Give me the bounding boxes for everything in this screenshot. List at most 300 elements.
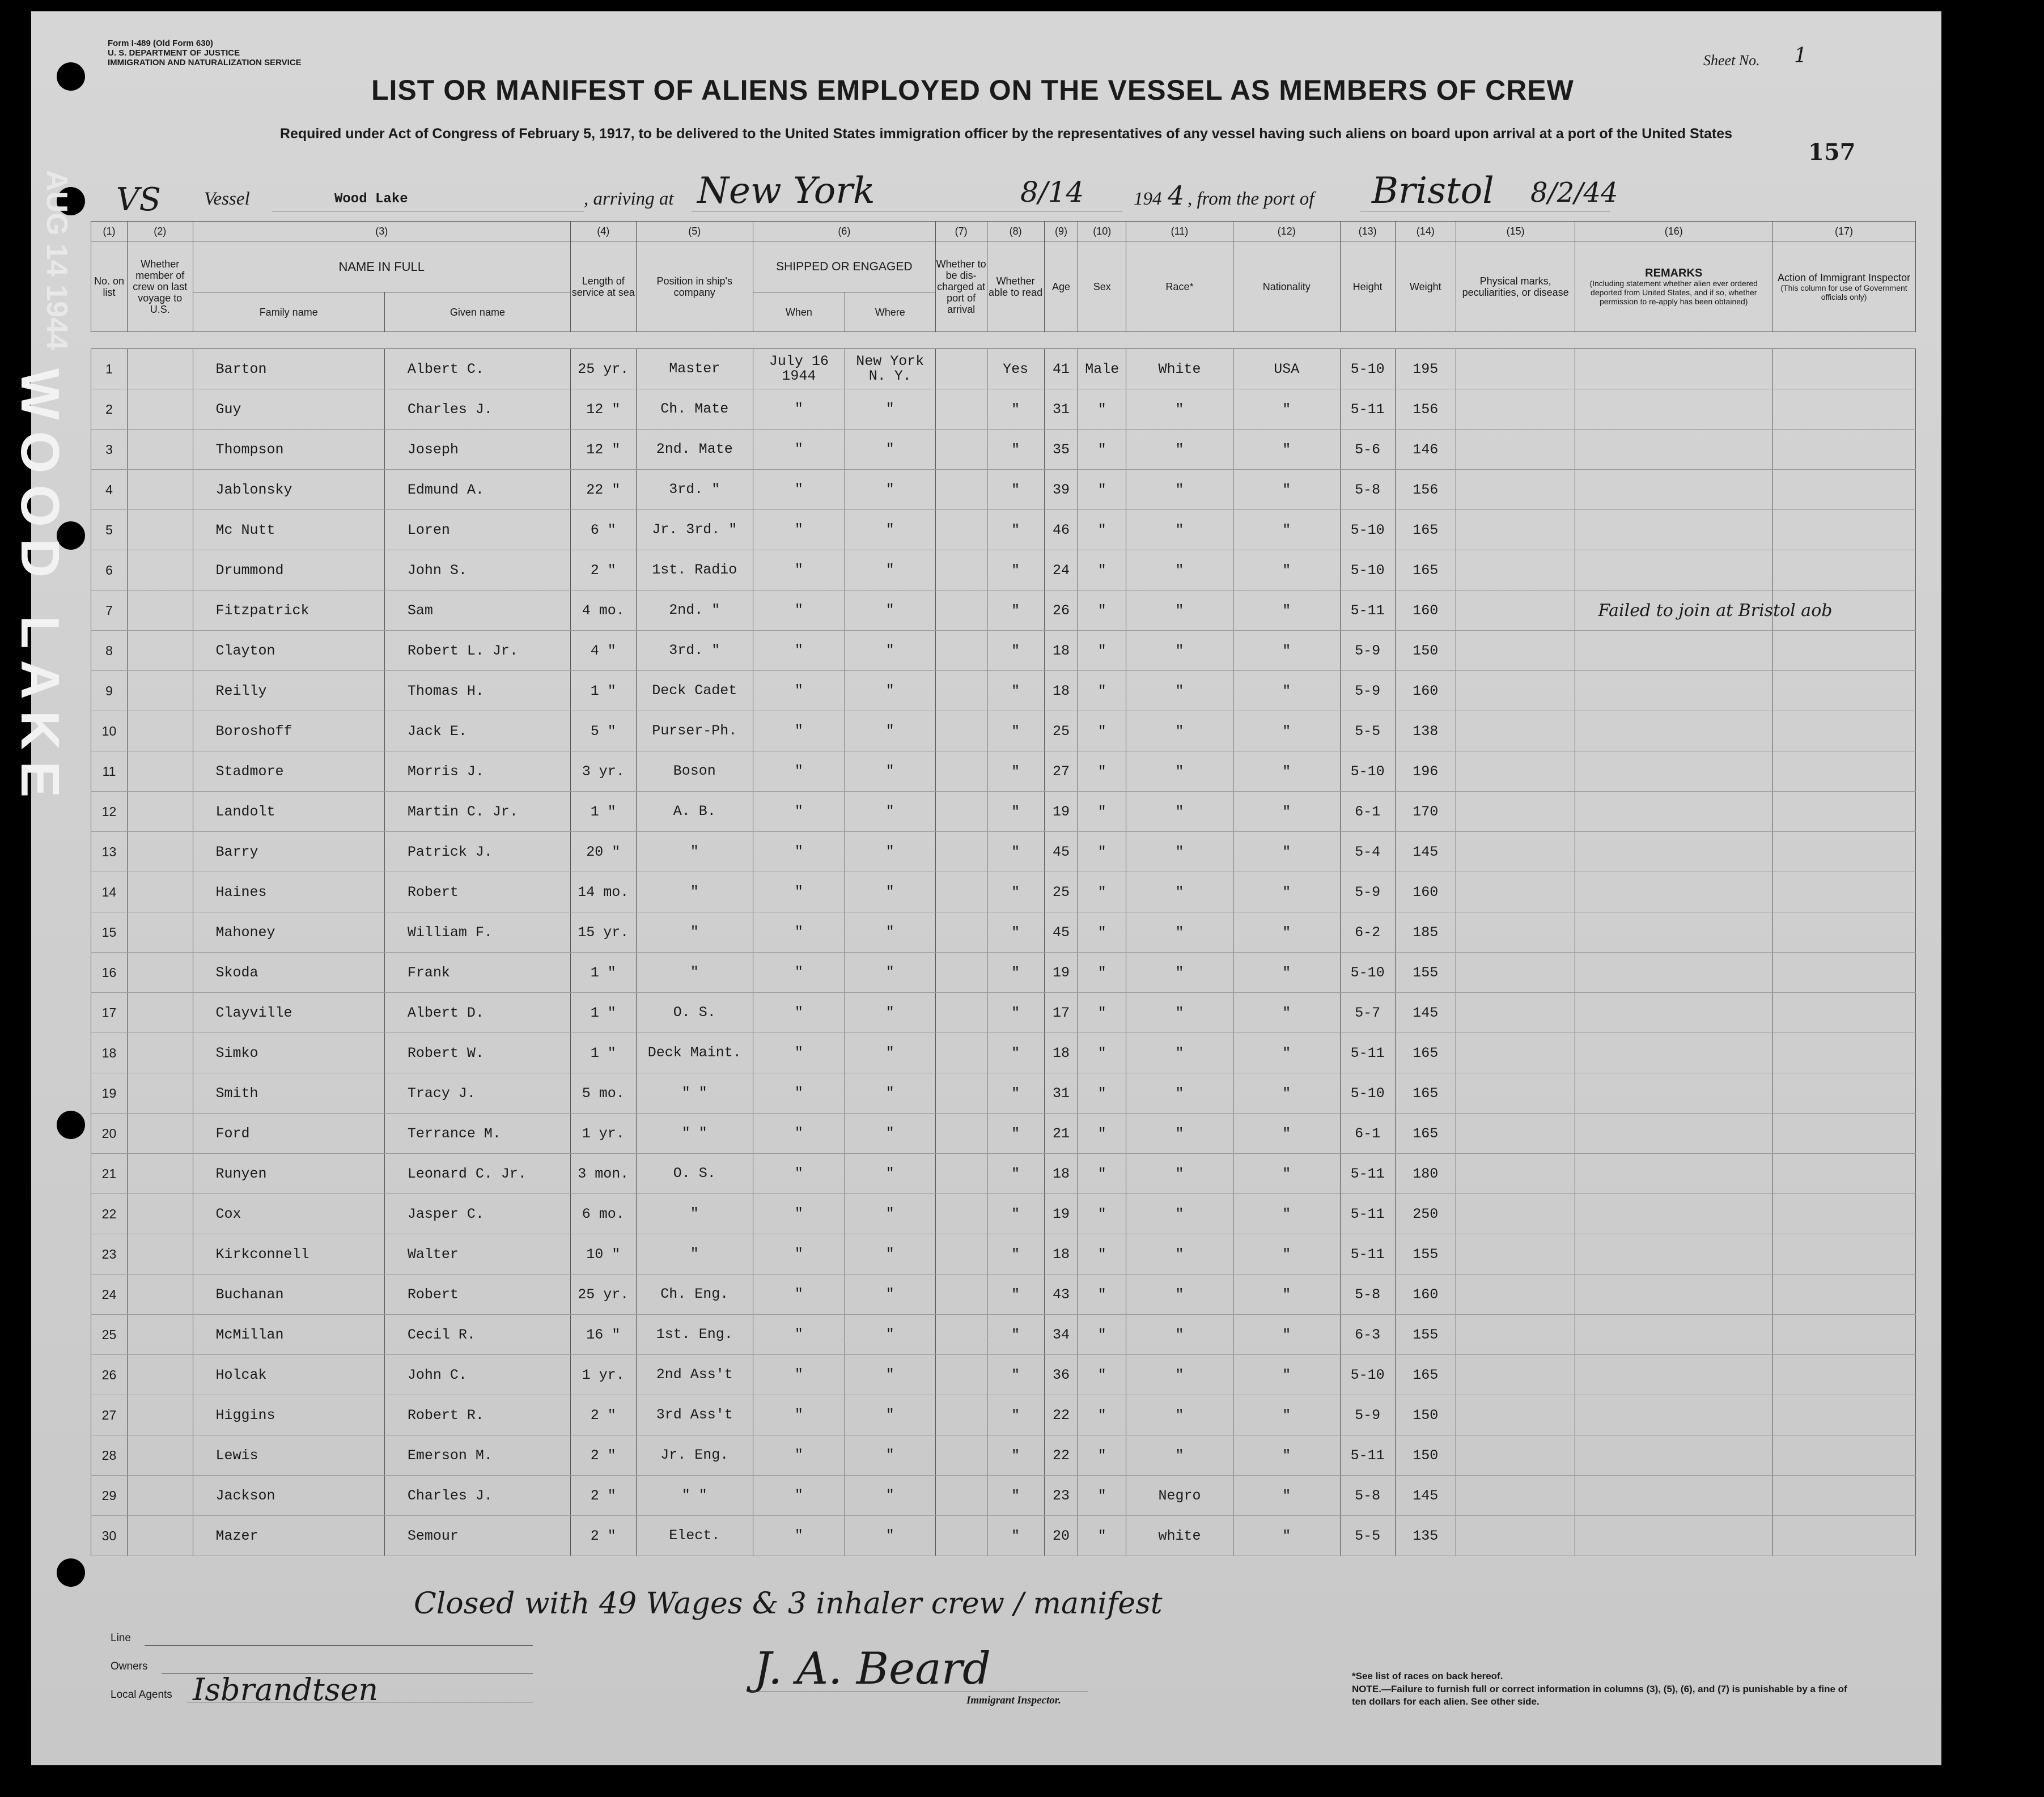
race: " bbox=[1126, 993, 1233, 1033]
race: " bbox=[1126, 510, 1233, 550]
physical-marks bbox=[1456, 711, 1575, 751]
header-where: Where bbox=[845, 292, 935, 332]
shipped-when: " bbox=[753, 1234, 845, 1275]
inspector-action bbox=[1772, 1275, 1916, 1315]
member-last-voyage bbox=[127, 671, 193, 711]
inspector-action bbox=[1772, 993, 1916, 1033]
header-no-on-list: No. on list bbox=[91, 241, 128, 332]
action-title: Action of Immigrant Inspector bbox=[1777, 271, 1911, 283]
given-name: Morris J. bbox=[384, 751, 570, 792]
sex: " bbox=[1078, 912, 1126, 953]
inspector-action bbox=[1772, 1234, 1916, 1275]
sex: " bbox=[1078, 1476, 1126, 1516]
remarks bbox=[1575, 1073, 1772, 1114]
age: 22 bbox=[1044, 1395, 1078, 1435]
able-to-read: " bbox=[987, 1114, 1044, 1154]
race: White bbox=[1126, 349, 1233, 389]
physical-marks bbox=[1456, 792, 1575, 832]
length-of-service: 5 mo. bbox=[570, 1073, 636, 1114]
discharged bbox=[935, 389, 987, 430]
weight: 165 bbox=[1395, 1073, 1456, 1114]
given-name: Robert bbox=[384, 872, 570, 912]
discharged bbox=[935, 792, 987, 832]
physical-marks bbox=[1456, 1355, 1575, 1395]
table-row bbox=[91, 430, 1916, 470]
discharged bbox=[935, 711, 987, 751]
shipped-when: " bbox=[753, 1476, 845, 1516]
discharged bbox=[935, 349, 987, 389]
length-of-service: 12 " bbox=[570, 430, 636, 470]
header-row-upper bbox=[91, 241, 1916, 292]
table-row bbox=[91, 912, 1916, 953]
remarks bbox=[1575, 1275, 1772, 1315]
given-name: Albert C. bbox=[384, 349, 570, 389]
inspector-action bbox=[1772, 953, 1916, 993]
race: " bbox=[1126, 711, 1233, 751]
header-length-of-service: Length of service at sea bbox=[570, 241, 636, 332]
row-number: 20 bbox=[91, 1114, 128, 1154]
position: " bbox=[636, 832, 753, 872]
race: " bbox=[1126, 1275, 1233, 1315]
length-of-service: 3 yr. bbox=[570, 751, 636, 792]
col-num: (16) bbox=[1575, 222, 1772, 241]
shipped-where: " bbox=[845, 1154, 935, 1194]
inspector-action bbox=[1772, 1114, 1916, 1154]
table-row bbox=[91, 590, 1916, 631]
age: 25 bbox=[1044, 872, 1078, 912]
given-name: Charles J. bbox=[384, 389, 570, 430]
able-to-read: " bbox=[987, 1516, 1044, 1556]
row-number: 29 bbox=[91, 1476, 128, 1516]
member-last-voyage bbox=[127, 510, 193, 550]
nationality: " bbox=[1233, 510, 1340, 550]
header-discharged: Whether to be dis-charged at port of arrival bbox=[935, 241, 987, 332]
nationality: " bbox=[1233, 792, 1340, 832]
age: 34 bbox=[1044, 1315, 1078, 1355]
age: 36 bbox=[1044, 1355, 1078, 1395]
nationality: " bbox=[1233, 590, 1340, 631]
inspector-action bbox=[1772, 1395, 1916, 1435]
able-to-read: " bbox=[987, 1275, 1044, 1315]
table-row bbox=[91, 1234, 1916, 1275]
position: 3rd. " bbox=[636, 470, 753, 510]
nationality: " bbox=[1233, 832, 1340, 872]
discharged bbox=[935, 470, 987, 510]
races-note: *See list of races on back hereof. bbox=[1352, 1671, 1503, 1681]
race: " bbox=[1126, 430, 1233, 470]
inspector-action bbox=[1772, 470, 1916, 510]
shipped-where: " bbox=[845, 430, 935, 470]
race: " bbox=[1126, 1194, 1233, 1234]
shipped-when: " bbox=[753, 711, 845, 751]
sex: " bbox=[1078, 550, 1126, 590]
race: " bbox=[1126, 792, 1233, 832]
shipped-when: " bbox=[753, 872, 845, 912]
able-to-read: " bbox=[987, 751, 1044, 792]
nationality: " bbox=[1233, 953, 1340, 993]
height: 5-5 bbox=[1340, 1516, 1395, 1556]
discharged bbox=[935, 430, 987, 470]
family-name: Smith bbox=[193, 1073, 384, 1114]
table-row bbox=[91, 1154, 1916, 1194]
shipped-when: " bbox=[753, 1355, 845, 1395]
sex: " bbox=[1078, 1355, 1126, 1395]
family-name: Clayton bbox=[193, 631, 384, 671]
length-of-service: 1 " bbox=[570, 993, 636, 1033]
discharged bbox=[935, 1476, 987, 1516]
age: 31 bbox=[1044, 389, 1078, 430]
remarks bbox=[1575, 1516, 1772, 1556]
table-row bbox=[91, 1435, 1916, 1476]
nationality: " bbox=[1233, 1194, 1340, 1234]
race: " bbox=[1126, 751, 1233, 792]
date-stamp: AUG 14 1944 bbox=[40, 170, 73, 350]
header-physical-marks: Physical marks, peculiarities, or disease bbox=[1456, 241, 1575, 332]
remarks bbox=[1575, 711, 1772, 751]
shipped-when: " bbox=[753, 953, 845, 993]
inspector-action bbox=[1772, 510, 1916, 550]
line-label: Line bbox=[111, 1632, 131, 1644]
able-to-read: " bbox=[987, 389, 1044, 430]
given-name: William F. bbox=[384, 912, 570, 953]
height: 5-4 bbox=[1340, 832, 1395, 872]
row-number: 2 bbox=[91, 389, 128, 430]
family-name: Haines bbox=[193, 872, 384, 912]
able-to-read: " bbox=[987, 671, 1044, 711]
race: " bbox=[1126, 1073, 1233, 1114]
given-name: Emerson M. bbox=[384, 1435, 570, 1476]
shipped-where: " bbox=[845, 1476, 935, 1516]
arrival-date: 8/14 bbox=[1020, 176, 1084, 209]
nationality: " bbox=[1233, 1154, 1340, 1194]
age: 26 bbox=[1044, 590, 1078, 631]
height: 5-10 bbox=[1340, 349, 1395, 389]
discharged bbox=[935, 510, 987, 550]
nationality: USA bbox=[1233, 349, 1340, 389]
remarks bbox=[1575, 953, 1772, 993]
sex: " bbox=[1078, 1275, 1126, 1315]
member-last-voyage bbox=[127, 1435, 193, 1476]
given-name: Robert R. bbox=[384, 1395, 570, 1435]
position: Boson bbox=[636, 751, 753, 792]
family-name: Fitzpatrick bbox=[193, 590, 384, 631]
age: 20 bbox=[1044, 1516, 1078, 1556]
weight: 185 bbox=[1395, 912, 1456, 953]
col-num: (10) bbox=[1078, 222, 1126, 241]
able-to-read: " bbox=[987, 1194, 1044, 1234]
shipped-when: " bbox=[753, 832, 845, 872]
height: 5-9 bbox=[1340, 872, 1395, 912]
length-of-service: 15 yr. bbox=[570, 912, 636, 953]
table-row bbox=[91, 389, 1916, 430]
member-last-voyage bbox=[127, 631, 193, 671]
height: 6-1 bbox=[1340, 792, 1395, 832]
row-number: 4 bbox=[91, 470, 128, 510]
table-row bbox=[91, 1516, 1916, 1556]
action-note: (This column for use of Government officials only) bbox=[1780, 283, 1907, 301]
position: Deck Cadet bbox=[636, 671, 753, 711]
table-row bbox=[91, 671, 1916, 711]
header-when: When bbox=[753, 292, 845, 332]
family-name: Mazer bbox=[193, 1516, 384, 1556]
row-number: 11 bbox=[91, 751, 128, 792]
family-name: Higgins bbox=[193, 1395, 384, 1435]
position: 1st. Radio bbox=[636, 550, 753, 590]
vessel-name: Wood Lake bbox=[334, 192, 408, 207]
remarks bbox=[1575, 510, 1772, 550]
position: O. S. bbox=[636, 993, 753, 1033]
physical-marks bbox=[1456, 389, 1575, 430]
length-of-service: 5 " bbox=[570, 711, 636, 751]
weight: 170 bbox=[1395, 792, 1456, 832]
col-num: (15) bbox=[1456, 222, 1575, 241]
discharged bbox=[935, 590, 987, 631]
length-of-service: 22 " bbox=[570, 470, 636, 510]
member-last-voyage bbox=[127, 550, 193, 590]
nationality: " bbox=[1233, 550, 1340, 590]
remarks: Failed to join at Bristol aob bbox=[1575, 590, 1772, 631]
col-num: (4) bbox=[570, 222, 636, 241]
shipped-where: " bbox=[845, 832, 935, 872]
punch-hole bbox=[57, 1558, 85, 1587]
shipped-when: " bbox=[753, 751, 845, 792]
race: " bbox=[1126, 470, 1233, 510]
physical-marks bbox=[1456, 1033, 1575, 1073]
member-last-voyage bbox=[127, 1476, 193, 1516]
header-position: Position in ship's company bbox=[636, 241, 753, 332]
sex: " bbox=[1078, 430, 1126, 470]
member-last-voyage bbox=[127, 470, 193, 510]
inspector-action bbox=[1772, 872, 1916, 912]
shipped-when: " bbox=[753, 1516, 845, 1556]
shipped-when: " bbox=[753, 671, 845, 711]
remarks-title: REMARKS bbox=[1645, 266, 1703, 279]
remarks bbox=[1575, 1234, 1772, 1275]
length-of-service: 2 " bbox=[570, 550, 636, 590]
age: 35 bbox=[1044, 430, 1078, 470]
member-last-voyage bbox=[127, 832, 193, 872]
height: 5-11 bbox=[1340, 1234, 1395, 1275]
member-last-voyage bbox=[127, 1234, 193, 1275]
physical-marks bbox=[1456, 430, 1575, 470]
row-number: 19 bbox=[91, 1073, 128, 1114]
race: " bbox=[1126, 1114, 1233, 1154]
family-name: Drummond bbox=[193, 550, 384, 590]
length-of-service: 20 " bbox=[570, 832, 636, 872]
weight: 196 bbox=[1395, 751, 1456, 792]
nationality: " bbox=[1233, 1476, 1340, 1516]
physical-marks bbox=[1456, 993, 1575, 1033]
member-last-voyage bbox=[127, 1114, 193, 1154]
shipped-where: " bbox=[845, 1194, 935, 1234]
able-to-read: " bbox=[987, 711, 1044, 751]
shipped-where: " bbox=[845, 1033, 935, 1073]
departure-date: 8/2/44 bbox=[1530, 177, 1618, 209]
remarks bbox=[1575, 1114, 1772, 1154]
nationality: " bbox=[1233, 711, 1340, 751]
shipped-where: New York N. Y. bbox=[845, 349, 935, 389]
vessel-prefix: VS bbox=[116, 181, 161, 218]
requirement-text: Required under Act of Congress of February 5, 1917, to be delivered to the United States immigration officer by the representatives of any vessel having such aliens on board upon arrival at a port of the United States bbox=[279, 126, 1733, 142]
weight: 145 bbox=[1395, 993, 1456, 1033]
member-last-voyage bbox=[127, 953, 193, 993]
remarks bbox=[1575, 1355, 1772, 1395]
position: Jr. Eng. bbox=[636, 1435, 753, 1476]
age: 31 bbox=[1044, 1073, 1078, 1114]
shipped-where: " bbox=[845, 912, 935, 953]
row-number: 6 bbox=[91, 550, 128, 590]
remarks bbox=[1575, 631, 1772, 671]
family-name: Skoda bbox=[193, 953, 384, 993]
punch-hole bbox=[57, 62, 85, 91]
position: " bbox=[636, 872, 753, 912]
table-row bbox=[91, 1073, 1916, 1114]
member-last-voyage bbox=[127, 349, 193, 389]
sex: " bbox=[1078, 1073, 1126, 1114]
col-num: (8) bbox=[987, 222, 1044, 241]
family-name: Buchanan bbox=[193, 1275, 384, 1315]
able-to-read: " bbox=[987, 953, 1044, 993]
member-last-voyage bbox=[127, 792, 193, 832]
nationality: " bbox=[1233, 1073, 1340, 1114]
age: 45 bbox=[1044, 912, 1078, 953]
length-of-service: 4 " bbox=[570, 631, 636, 671]
nationality: " bbox=[1233, 912, 1340, 953]
sex: " bbox=[1078, 671, 1126, 711]
header-weight: Weight bbox=[1395, 241, 1456, 332]
remarks bbox=[1575, 389, 1772, 430]
family-name: Barton bbox=[193, 349, 384, 389]
form-header-block bbox=[108, 39, 302, 67]
row-number: 30 bbox=[91, 1516, 128, 1556]
discharged bbox=[935, 1516, 987, 1556]
physical-marks bbox=[1456, 590, 1575, 631]
height: 6-2 bbox=[1340, 912, 1395, 953]
sex: Male bbox=[1078, 349, 1126, 389]
year-digit: 4 bbox=[1168, 180, 1185, 211]
inspector-action bbox=[1772, 1194, 1916, 1234]
discharged bbox=[935, 912, 987, 953]
family-name: Ford bbox=[193, 1114, 384, 1154]
race: " bbox=[1126, 1435, 1233, 1476]
sex: " bbox=[1078, 953, 1126, 993]
inspector-action bbox=[1772, 550, 1916, 590]
given-name: Albert D. bbox=[384, 993, 570, 1033]
member-last-voyage bbox=[127, 1194, 193, 1234]
local-agents-label: Local Agents bbox=[111, 1689, 172, 1701]
remarks bbox=[1575, 751, 1772, 792]
physical-marks bbox=[1456, 470, 1575, 510]
nationality: " bbox=[1233, 631, 1340, 671]
vessel-label: Vessel bbox=[204, 189, 250, 209]
physical-marks bbox=[1456, 1234, 1575, 1275]
sex: " bbox=[1078, 1234, 1126, 1275]
row-number: 16 bbox=[91, 953, 128, 993]
physical-marks bbox=[1456, 1395, 1575, 1435]
table-row bbox=[91, 1033, 1916, 1073]
remarks bbox=[1575, 671, 1772, 711]
given-name: Tracy J. bbox=[384, 1073, 570, 1114]
sex: " bbox=[1078, 1315, 1126, 1355]
remarks bbox=[1575, 1033, 1772, 1073]
shipped-when: " bbox=[753, 1154, 845, 1194]
able-to-read: " bbox=[987, 792, 1044, 832]
table-row bbox=[91, 1395, 1916, 1435]
race: " bbox=[1126, 1234, 1233, 1275]
physical-marks bbox=[1456, 1114, 1575, 1154]
inspector-action bbox=[1772, 671, 1916, 711]
remarks bbox=[1575, 832, 1772, 872]
table-row bbox=[91, 751, 1916, 792]
header-spacer-row bbox=[91, 332, 1916, 349]
shipped-when: " bbox=[753, 1073, 845, 1114]
race: " bbox=[1126, 872, 1233, 912]
header-remarks bbox=[1575, 241, 1772, 332]
sheet-number-label: Sheet No. bbox=[1703, 52, 1760, 69]
nationality: " bbox=[1233, 1234, 1340, 1275]
physical-marks bbox=[1456, 631, 1575, 671]
remarks bbox=[1575, 872, 1772, 912]
weight: 160 bbox=[1395, 872, 1456, 912]
crew-rows bbox=[91, 349, 1916, 1556]
position: " " bbox=[636, 1114, 753, 1154]
length-of-service: 1 yr. bbox=[570, 1114, 636, 1154]
family-name: Clayville bbox=[193, 993, 384, 1033]
able-to-read: " bbox=[987, 1033, 1044, 1073]
remarks bbox=[1575, 470, 1772, 510]
sex: " bbox=[1078, 510, 1126, 550]
shipped-when: " bbox=[753, 1275, 845, 1315]
height: 5-9 bbox=[1340, 1395, 1395, 1435]
position: Ch. Eng. bbox=[636, 1275, 753, 1315]
position: A. B. bbox=[636, 792, 753, 832]
physical-marks bbox=[1456, 872, 1575, 912]
member-last-voyage bbox=[127, 430, 193, 470]
shipped-when: " bbox=[753, 993, 845, 1033]
nationality: " bbox=[1233, 1516, 1340, 1556]
table-row bbox=[91, 1114, 1916, 1154]
given-name: Robert L. Jr. bbox=[384, 631, 570, 671]
height: 5-10 bbox=[1340, 1073, 1395, 1114]
given-name: Terrance M. bbox=[384, 1114, 570, 1154]
length-of-service: 1 " bbox=[570, 953, 636, 993]
discharged bbox=[935, 751, 987, 792]
table-row bbox=[91, 832, 1916, 872]
race: " bbox=[1126, 832, 1233, 872]
physical-marks bbox=[1456, 912, 1575, 953]
table-row bbox=[91, 1476, 1916, 1516]
member-last-voyage bbox=[127, 711, 193, 751]
sex: " bbox=[1078, 711, 1126, 751]
sex: " bbox=[1078, 1114, 1126, 1154]
row-number: 18 bbox=[91, 1033, 128, 1073]
height: 5-8 bbox=[1340, 1476, 1395, 1516]
sex: " bbox=[1078, 1194, 1126, 1234]
age: 39 bbox=[1044, 470, 1078, 510]
physical-marks bbox=[1456, 832, 1575, 872]
remarks bbox=[1575, 1154, 1772, 1194]
sex: " bbox=[1078, 1033, 1126, 1073]
weight: 146 bbox=[1395, 430, 1456, 470]
discharged bbox=[935, 1114, 987, 1154]
inspector-signature: J. A. Beard bbox=[754, 1643, 991, 1694]
remarks bbox=[1575, 1315, 1772, 1355]
punch-hole bbox=[57, 1111, 85, 1139]
length-of-service: 2 " bbox=[570, 1435, 636, 1476]
race: " bbox=[1126, 1355, 1233, 1395]
shipped-where: " bbox=[845, 1315, 935, 1355]
length-of-service: 10 " bbox=[570, 1234, 636, 1275]
